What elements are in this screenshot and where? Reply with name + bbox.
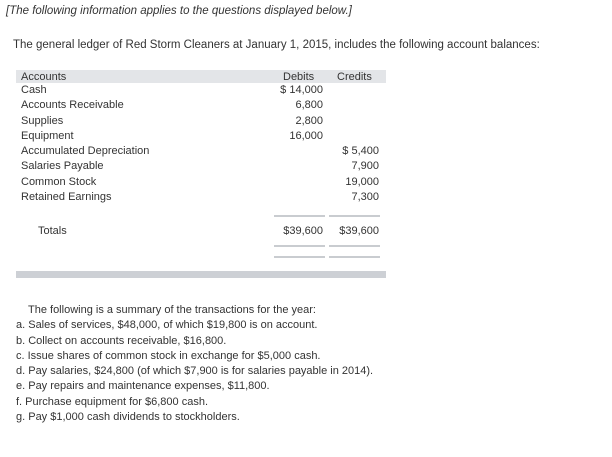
- credit-double-rule-1: [329, 245, 380, 247]
- credit-double-rule-2: [329, 256, 380, 258]
- transaction-item: d. Pay salaries, $24,800 (of which $7,900 is for salaries payable in 2014).: [16, 365, 374, 378]
- account-name: Salaries Payable: [21, 160, 104, 173]
- debit-value: 16,000: [289, 129, 323, 142]
- transaction-item: g. Pay $1,000 cash dividends to stockholders.: [16, 411, 240, 424]
- header-debits: Debits: [283, 71, 315, 83]
- debit-total-rule: [274, 215, 325, 217]
- header-accounts: Accounts: [21, 71, 67, 83]
- credit-total-rule: [329, 215, 380, 217]
- table-row: [16, 83, 386, 98]
- debit-value: 2,800: [295, 114, 323, 127]
- credit-value: 19,000: [345, 175, 379, 188]
- table-header: [16, 70, 386, 83]
- account-name: Cash: [21, 84, 47, 96]
- transaction-item: a. Sales of services, $48,000, of which $19,800 is on account.: [16, 319, 318, 332]
- totals-credit: $39,600: [339, 225, 379, 237]
- table-row: [16, 159, 386, 174]
- transaction-item: c. Issue shares of common stock in exchange for $5,000 cash.: [16, 349, 321, 362]
- debit-double-rule-1: [274, 245, 325, 247]
- transaction-item: b. Collect on accounts receivable, $16,800.: [16, 334, 227, 347]
- transactions-intro: The following is a summary of the transactions for the year:: [28, 304, 316, 316]
- table-row: [16, 190, 386, 205]
- transactions-list: [16, 303, 373, 425]
- debit-value: $ 14,000: [280, 84, 323, 96]
- intro-note: [The following information applies to the questions displayed below.]: [6, 5, 352, 17]
- table-row: [16, 175, 386, 190]
- credit-value: $ 5,400: [342, 145, 379, 158]
- totals-row: [16, 224, 386, 239]
- account-name: Accumulated Depreciation: [21, 145, 150, 158]
- totals-label: Totals: [38, 225, 67, 237]
- header-credits: Credits: [337, 71, 372, 83]
- table-row: [16, 129, 386, 144]
- account-name: Common Stock: [21, 175, 97, 188]
- account-name: Accounts Receivable: [21, 99, 124, 112]
- account-name: Supplies: [21, 114, 64, 127]
- transaction-item: e. Pay repairs and maintenance expenses, $11,800.: [16, 380, 270, 393]
- table-row: [16, 98, 386, 113]
- transaction-item: f. Purchase equipment for $6,800 cash.: [16, 395, 209, 408]
- debit-double-rule-2: [274, 256, 325, 258]
- trial-balance-table: [16, 70, 386, 205]
- account-name: Equipment: [21, 129, 74, 142]
- debit-value: 6,800: [295, 99, 323, 112]
- totals-debit: $39,600: [283, 225, 323, 237]
- account-name: Retained Earnings: [21, 191, 112, 204]
- credit-value: 7,900: [351, 160, 379, 173]
- credit-value: 7,300: [351, 191, 379, 204]
- lead-sentence: The general ledger of Red Storm Cleaners at January 1, 2015, includes the following account balances:: [13, 39, 540, 51]
- table-row: [16, 114, 386, 129]
- table-footer-bar: [16, 271, 386, 278]
- table-row: [16, 144, 386, 159]
